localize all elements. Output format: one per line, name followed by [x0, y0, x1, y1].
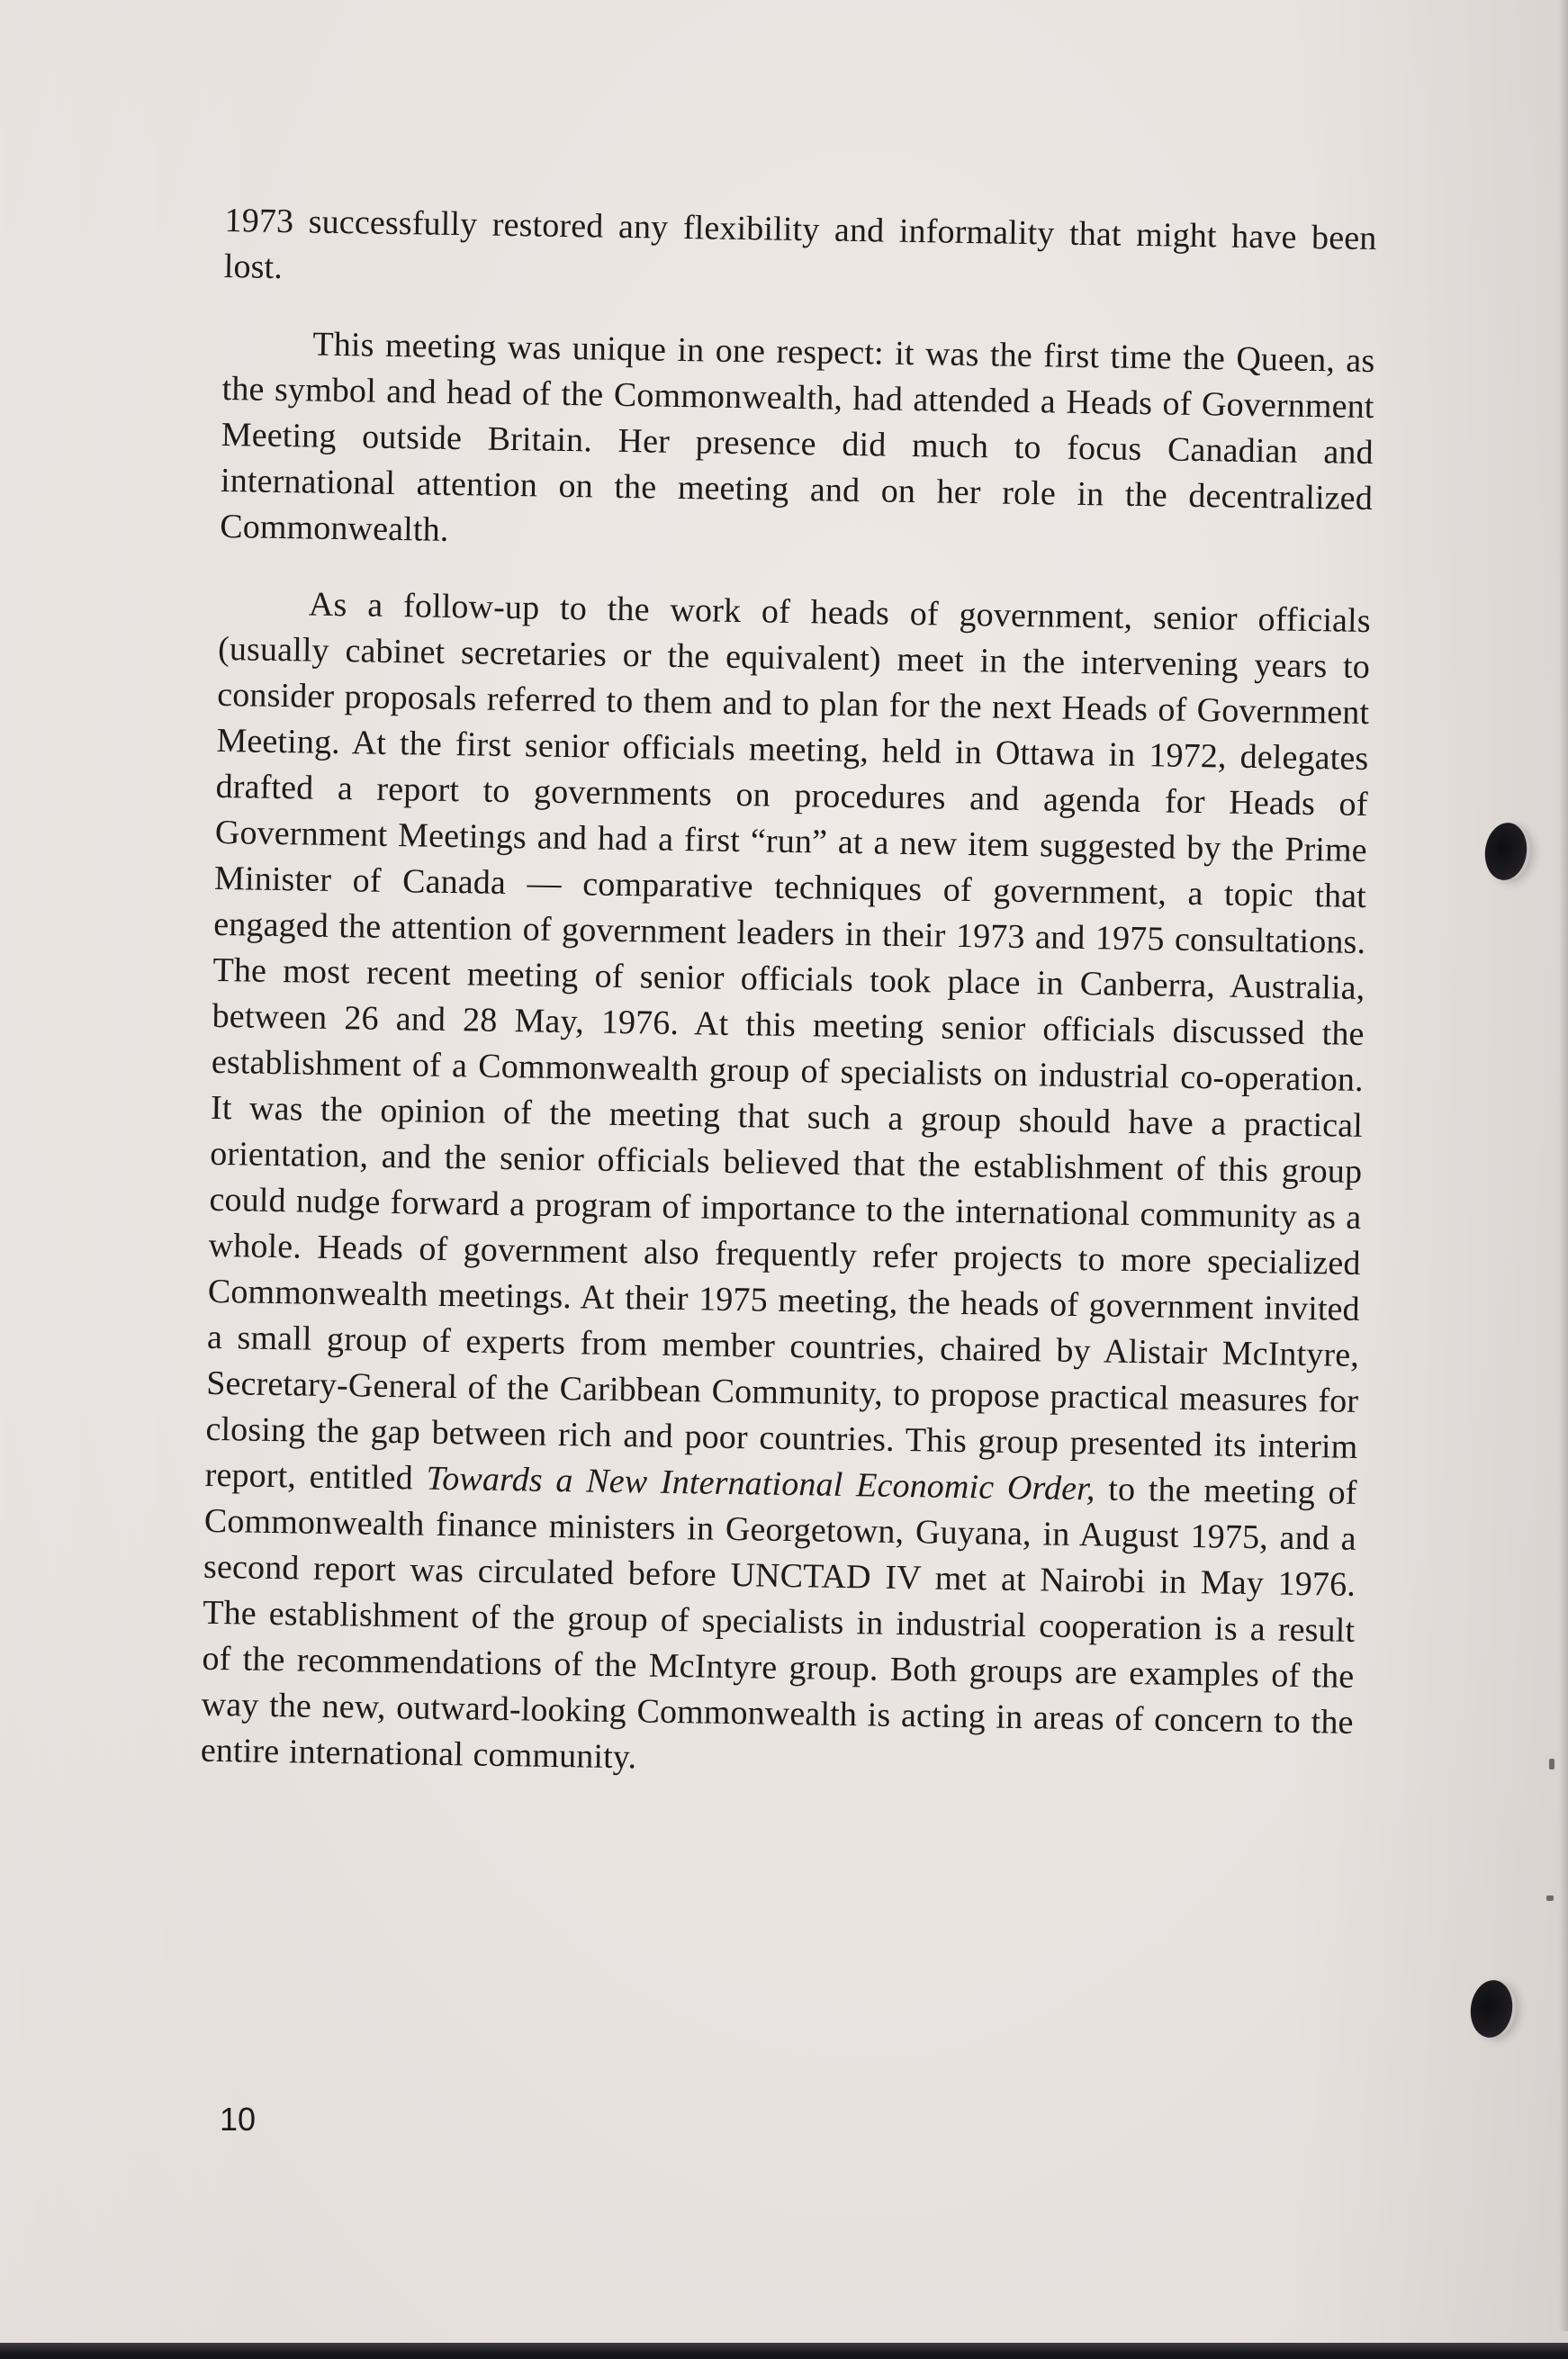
page-bottom-edge: [0, 2343, 1568, 2359]
binder-punch-hole: [1482, 820, 1530, 883]
body-text-column: [200, 198, 1376, 1792]
paragraph-text-segment: to the meeting of Commonwealth finance ministers in Georgetown, Guyana, in August 1975, and a second report was circulated before UNCTAD IV met at Nairobi in May 1976. The establishment of the group of specialists in industrial cooperation is a result of the recommendations of the McIntyre group. Both groups are examples of the way the new, outward-looking Commonwealth is acting in areas of concern to the entire international community.: [200, 1470, 1357, 1777]
paragraph-queen-attendance: This meeting was unique in one respect: it was the first time the Queen, as the symbol and head of the Commonwealth, had attended a Heads of Government Meeting outside Britain. Her presence did much to focus Canadian and international attention on the meeting and on her role in the decentralized Commonwealth.: [219, 325, 1375, 549]
paragraph-senior-officials: [200, 581, 1371, 1792]
margin-speck: [1549, 1759, 1554, 1769]
page-right-edge: [1559, 0, 1568, 2331]
report-title-italic: Towards a New International Economic Order,: [426, 1459, 1095, 1508]
page-number: 10: [220, 2101, 257, 2138]
paragraph-text-segment: As a follow-up to the work of heads of government, senior officials (usually cabinet secretaries or the equivalent) meet in the intervening years to consider proposals referred to them and to plan for the next Heads of Government Meeting. At the first senior officials meeting, held in Ottawa in 1972, delegates drafted a report to governments on procedures and agenda for Heads of Government Meetings and had a first “run” at a new item suggested by the Prime Minister of Canada — comparative techniques of government, a topic that engaged the attention of government leaders in their 1973 and 1975 consultations. The most recent meeting of senior officials took place in Canberra, Australia, between 26 and 28 May, 1976. At this meeting senior officials discussed the establishment of a Commonwealth group of specialists on industrial co-operation. It was the opinion of the meeting that such a group should have a practical orientation, and the senior officials believed that the establishment of this group could nudge forward a program of importance to the international community as a whole. Heads of government also frequently refer projects to more specialized Commonwealth meetings. At their 1975 meeting, the heads of government invited a small group of experts from member countries, chaired by Alistair McIntyre, Secretary-General of the Caribbean Community, to propose practical measures for closing the gap between rich and poor countries. This group presented its interim report, entitled: [204, 585, 1372, 1498]
paragraph-continuation: 1973 successfully restored any flexibility and informality that might have been lost.: [223, 201, 1377, 287]
binder-punch-hole: [1467, 1977, 1516, 2040]
margin-speck: [1546, 1895, 1554, 1901]
